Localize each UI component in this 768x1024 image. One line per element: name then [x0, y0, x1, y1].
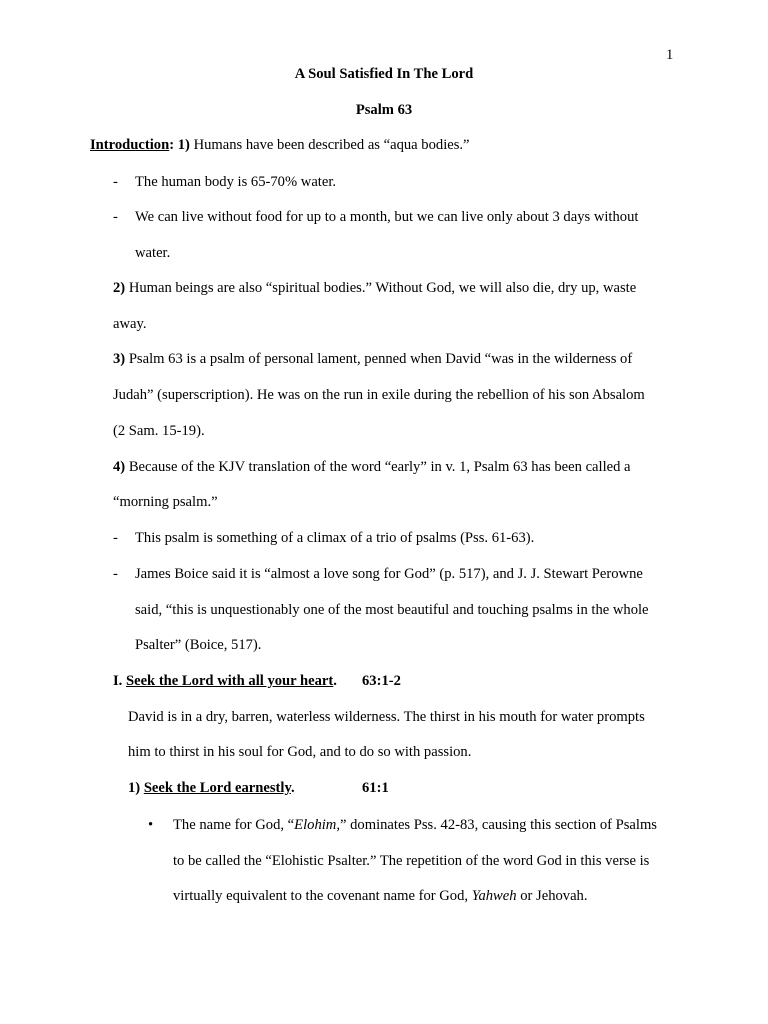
section-1-title: Seek the Lord with all your heart: [125, 673, 334, 689]
intro-p2-line-2: away.: [113, 316, 147, 332]
subsection-1-number: 1): [128, 780, 144, 796]
intro-p3-line-2: Judah” (superscription). He was on the run in exile during the rebellion of his son Absalom: [113, 387, 645, 403]
intro-heading: Introduction: [90, 137, 170, 153]
subsection-1-period: .: [290, 780, 295, 796]
bullet-text: The name for God, “: [173, 817, 295, 833]
bullet-dash: -: [113, 209, 118, 225]
document-title: A Soul Satisfied In The Lord: [294, 66, 474, 82]
intro-p1-number: 1): [177, 137, 190, 153]
bullet-italic-yahweh: Yahweh: [471, 888, 517, 904]
intro-p2-line-1: Human beings are also “spiritual bodies.” Without God, we will also die, dry up, waste: [125, 280, 637, 296]
document-subtitle: Psalm 63: [355, 102, 413, 118]
section-1-paragraph-line-1: David is in a dry, barren, waterless wilderness. The thirst in his mouth for water prompts: [128, 709, 645, 725]
bullet-dot-icon: •: [148, 817, 154, 833]
section-1-number: I.: [113, 673, 126, 689]
section-1-paragraph-line-2: him to thirst in his soul for God, and to do so with passion.: [128, 744, 472, 760]
bullet-text: or Jehovah.: [516, 888, 588, 904]
intro-p4-line-2: “morning psalm.”: [113, 494, 218, 510]
intro-heading-colon: :: [169, 137, 175, 153]
intro-paragraph-1: [90, 136, 470, 154]
bullet-dash: -: [113, 174, 118, 190]
intro-bullet-4-line-2: said, “this is unquestionably one of the most beautiful and touching psalms in the whole: [135, 602, 649, 618]
bullet-dash: -: [113, 566, 118, 582]
intro-bullet-1: The human body is 65-70% water.: [135, 174, 337, 190]
subsection-1-reference: 61:1: [362, 780, 389, 796]
intro-bullet-3: This psalm is something of a climax of a trio of psalms (Pss. 61-63).: [135, 530, 535, 546]
intro-p3-number: 3): [113, 351, 126, 367]
intro-p4-line-1: Because of the KJV translation of the word “early” in v. 1, Psalm 63 has been called a: [125, 459, 631, 475]
intro-paragraph-4: [113, 458, 631, 476]
subsection-1-title: Seek the Lord earnestly: [143, 780, 291, 796]
intro-p4-number: 4): [113, 459, 126, 475]
intro-p1-text: Humans have been described as “aqua bodies.”: [189, 137, 470, 153]
section-1-bullet-line-1: [173, 816, 657, 834]
intro-p3-line-1: Psalm 63 is a psalm of personal lament, penned when David “was in the wilderness of: [125, 351, 633, 367]
intro-bullet-4-line-1: James Boice said it is “almost a love song for God” (p. 517), and J. J. Stewart Perowne: [135, 566, 643, 582]
section-1-bullet-line-2: to be called the “Elohistic Psalter.” The repetition of the word God in this verse is: [173, 853, 650, 869]
intro-paragraph-3: [113, 350, 632, 368]
page-number: 1: [666, 47, 674, 63]
section-1-period: .: [333, 673, 337, 689]
section-1-bullet-line-3: [173, 887, 588, 905]
intro-p3-line-3: (2 Sam. 15-19).: [113, 423, 205, 439]
intro-p2-number: 2): [113, 280, 126, 296]
intro-paragraph-2: [113, 279, 636, 297]
subsection-1-heading: [128, 779, 295, 797]
section-1-reference: 63:1-2: [362, 673, 401, 689]
bullet-text: virtually equivalent to the covenant name for God,: [173, 888, 472, 904]
bullet-text: ,” dominates Pss. 42-83, causing this section of Psalms: [336, 817, 657, 833]
section-1-heading: [113, 672, 337, 690]
intro-bullet-2-line-1: We can live without food for up to a month, but we can live only about 3 days without: [135, 209, 639, 225]
intro-bullet-2-line-2: water.: [135, 245, 171, 261]
bullet-dash: -: [113, 530, 118, 546]
bullet-italic-elohim: Elohim: [294, 817, 337, 833]
intro-bullet-4-line-3: Psalter” (Boice, 517).: [135, 637, 262, 653]
